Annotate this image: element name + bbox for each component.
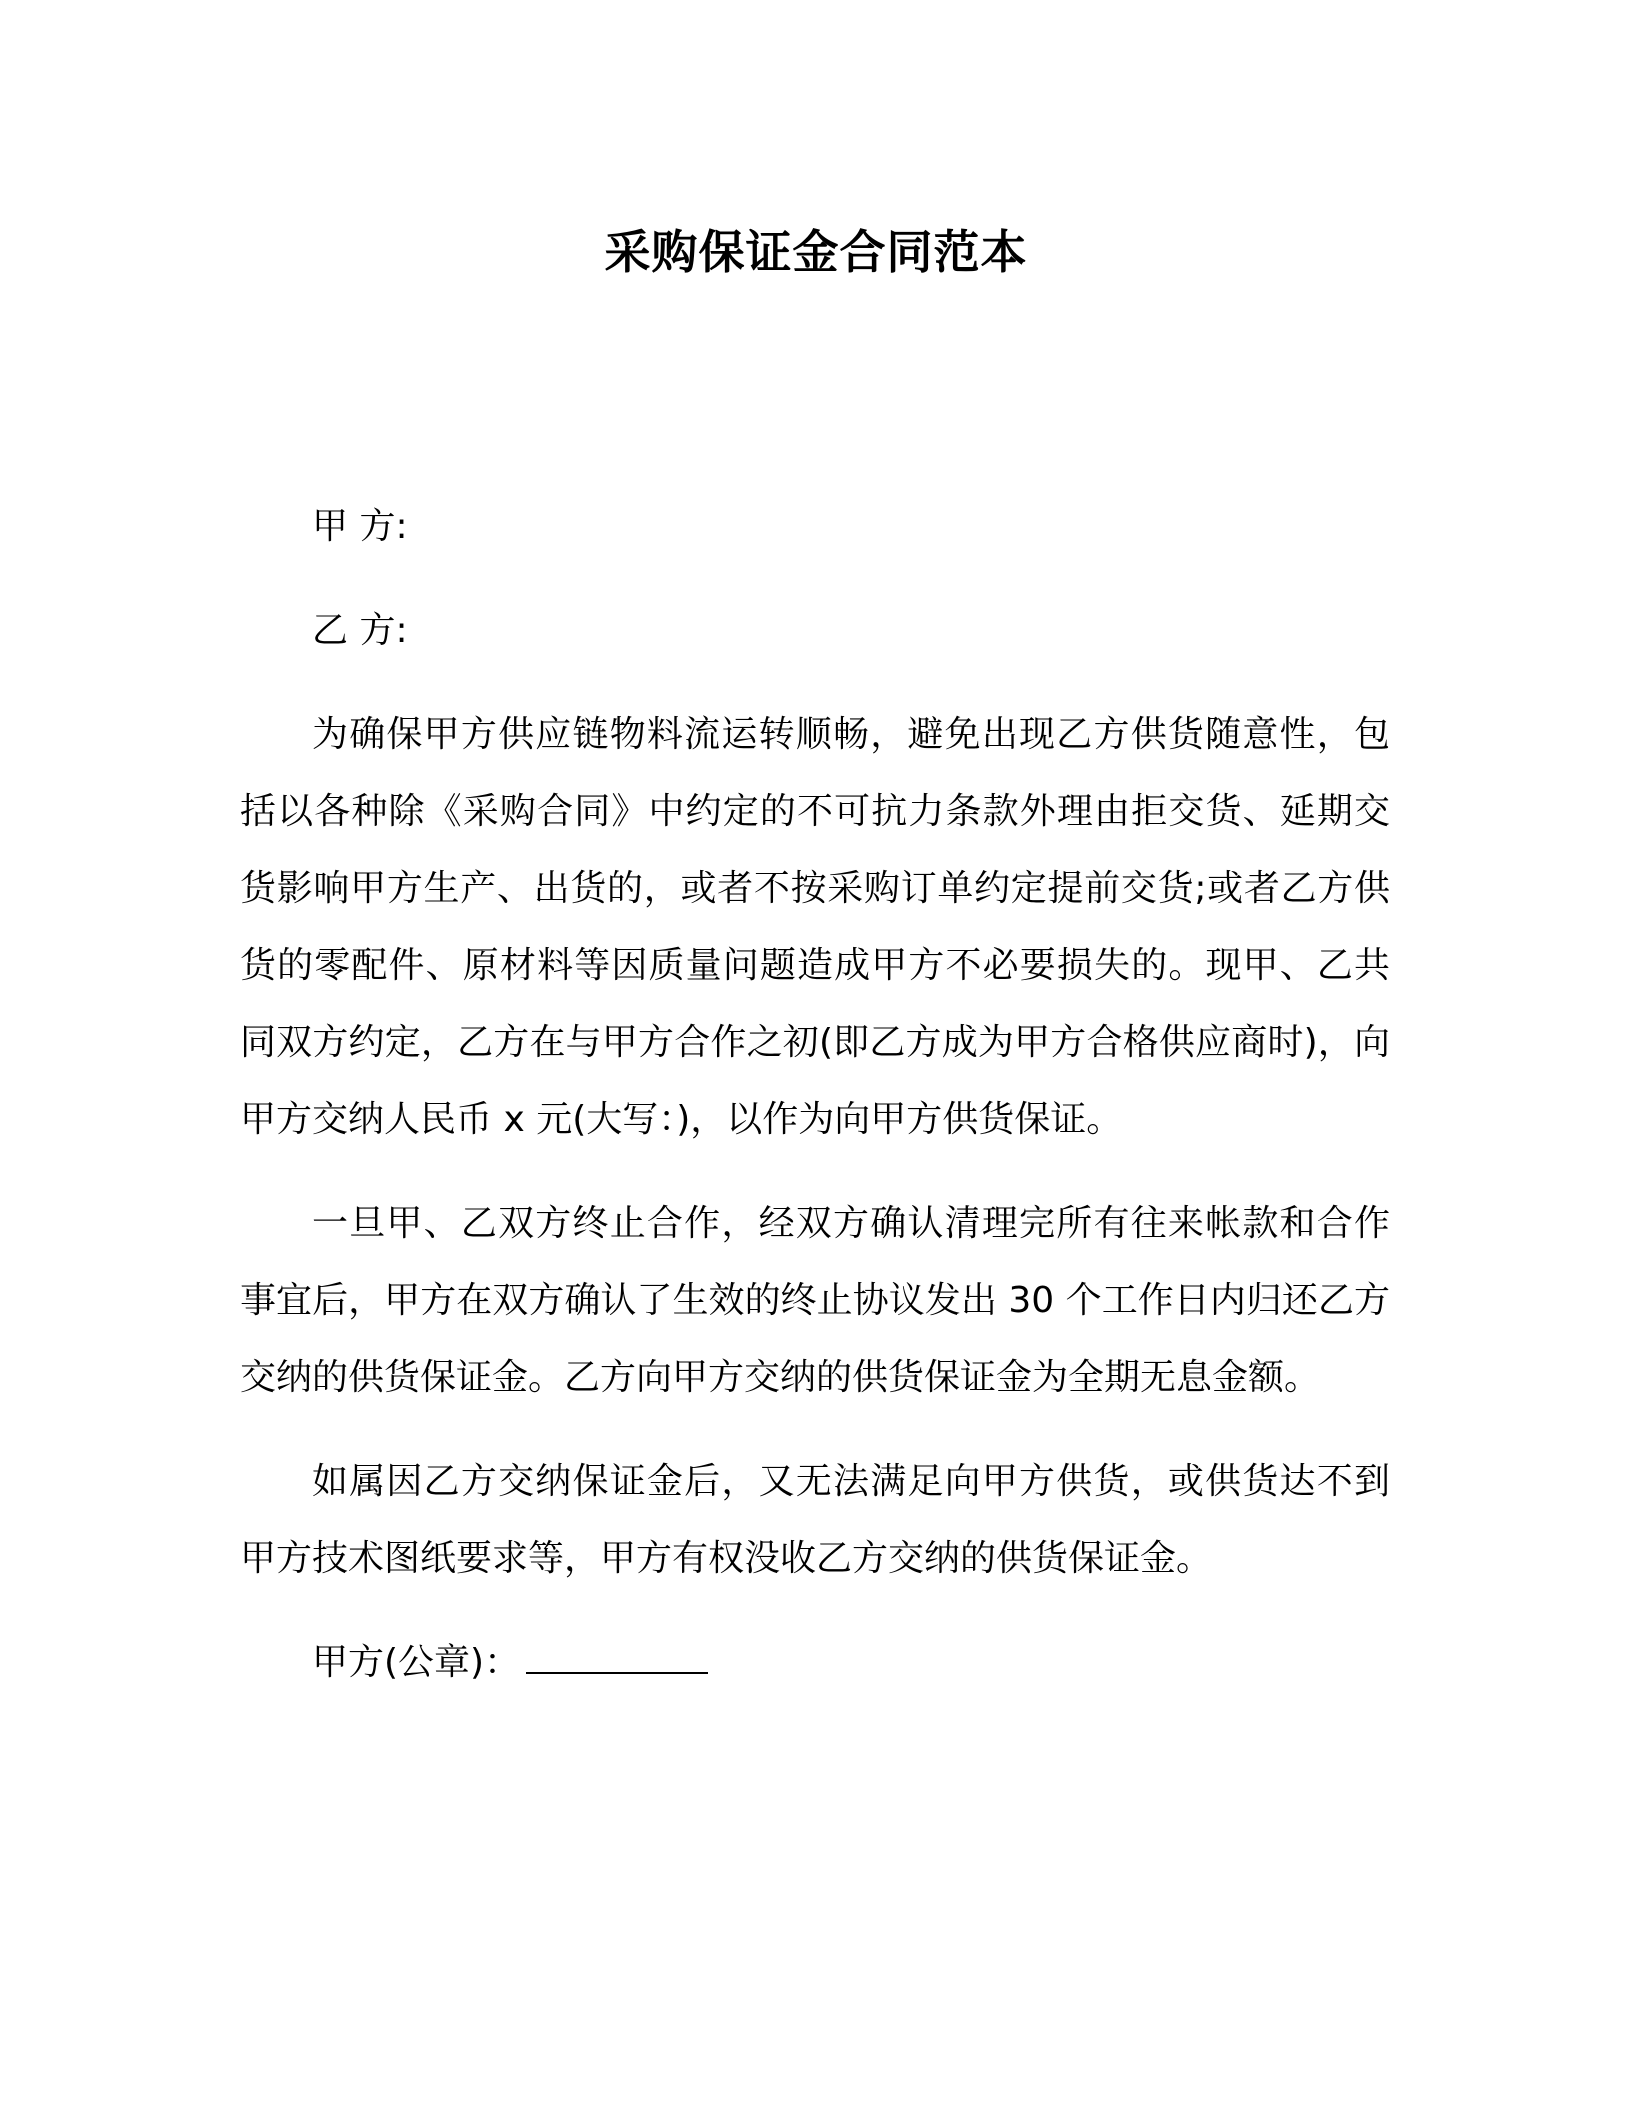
signature-label: 甲方(公章)： (312, 1642, 521, 1683)
paragraph-purpose: 为确保甲方供应链物料流运转顺畅，避免出现乙方供货随意性，包括以各种除《采购合同》中约定的不可抗力条款外理由拒交货、延期交货影响甲方生产、出货的，或者不按采购订单约定提前交货;或者乙方供货的零配件、原材料等因质量问题造成甲方不必要损失的。现甲、乙共同双方约定，乙方在与甲方合作之初(即乙方成为甲方合格供应商时)，向甲方交纳人民币 x 元(大写：)，以作为向甲方供货保证。 (240, 714, 1390, 1140)
paragraph-forfeit: 如属因乙方交纳保证金后，又无法满足向甲方供货，或供货达不到甲方技术图纸要求等，甲方有权没收乙方交纳的供货保证金。 (240, 1461, 1390, 1579)
party-b-line: 乙 方: (312, 610, 408, 651)
signature-blank (526, 1628, 708, 1674)
document-body (240, 488, 1390, 1701)
paragraph-refund: 一旦甲、乙双方终止合作，经双方确认清理完所有往来帐款和合作事宜后，甲方在双方确认了生效的终止协议发出 30 个工作日内归还乙方交纳的供货保证金。乙方向甲方交纳的供货保证金为全期无息金额。 (240, 1203, 1390, 1398)
party-a-line: 甲 方: (312, 506, 408, 547)
document-title: 采购保证金合同范本 (604, 225, 1028, 279)
signature-line (240, 1624, 1390, 1701)
